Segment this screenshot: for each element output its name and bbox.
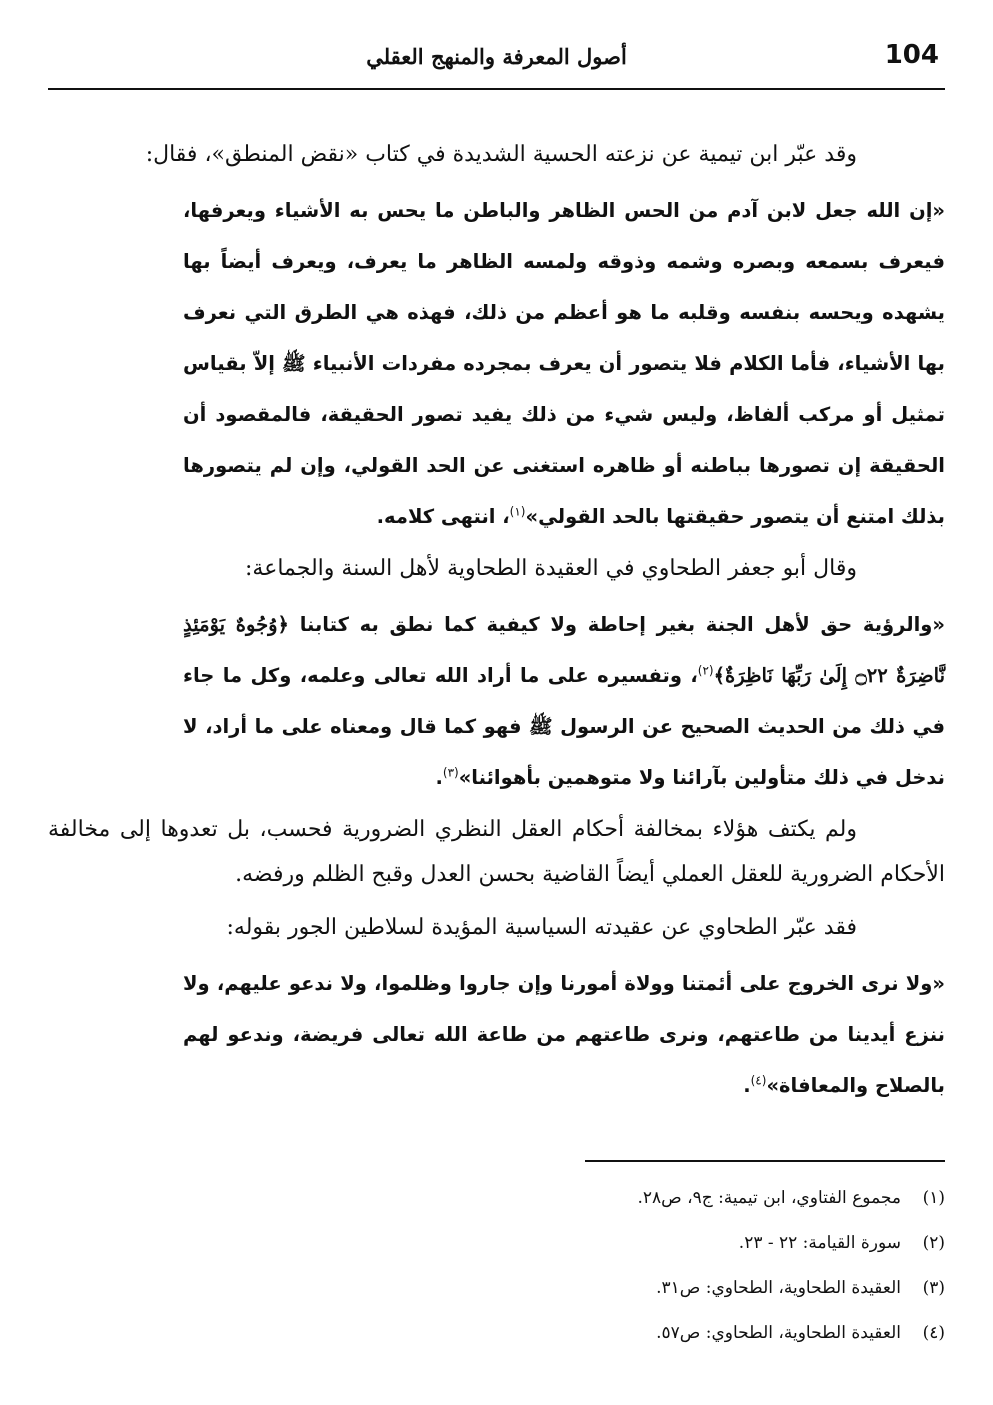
quote-text: «ولا نرى الخروج على أئمتنا وولاة أمورنا وإن جاروا وظلموا، ولا ندعو عليهم، ولا ننزع أيدينا من طاعتهم، ونرى طاعتهم من طاعة الله تعالى فريضة، وندعو لهم بالصلاح والمعافاة» [183, 972, 945, 1097]
footnote-3 [48, 1266, 945, 1311]
footnote-ref-3: (٣) [442, 765, 459, 780]
running-title: أصول المعرفة والمنهج العقلي [366, 44, 627, 69]
page-number: 104 [884, 40, 939, 70]
footnote-text: سورة القيامة: ٢٢ - ٢٣. [738, 1233, 901, 1253]
paragraph-practical-reason: ولم يكتف هؤلاء بمخالفة أحكام العقل النظري الضرورية فحسب، بل تعدوها إلى مخالفة الأحكام الضرورية للعقل العملي أيضاً القاضية بحسن العدل وقبح الظلم ورفضه. [48, 817, 945, 887]
quote-text-part-b: ، وتفسيره على ما أراد الله تعالى وعلمه، وكل ما جاء في ذلك من الحديث الصحيح عن الرسول ﷺ فهو كما قال ومعناه على ما أراد، لا ندخل في ذلك متأولين بآرائنا ولا متوهمين بأهوائنا» [183, 664, 945, 789]
quran-verse: ﴿وُجُوهٌ يَوْمَئِذٍ نَّاضِرَةٌ ۝٢٢ إِلَىٰ رَبِّهَا نَاظِرَةٌ﴾ [183, 613, 945, 687]
footnote-ref-1: (١) [509, 504, 526, 519]
footnote-divider [585, 1160, 945, 1162]
paragraph-ibn-taymiyya-intro: وقد عبّر ابن تيمية عن نزعته الحسية الشديدة في كتاب «نقض المنطق»، فقال: [145, 142, 857, 167]
paragraph-tahawi-politics-intro: فقد عبّر الطحاوي عن عقيدته السياسية المؤيدة لسلاطين الجور بقوله: [226, 915, 857, 940]
footnote-text: العقيدة الطحاوية، الطحاوي: ص٣١. [656, 1278, 901, 1298]
quote-rulers [48, 958, 945, 1111]
quote-ruya [48, 599, 945, 803]
quote-trailing-text: ، انتهى كلامه. [376, 505, 510, 528]
footnote-ref-2: (٢) [697, 663, 714, 678]
quote-end-mark: . [435, 766, 443, 789]
quote-text-part-a: «والرؤية حق لأهل الجنة بغير إحاطة ولا كيفية كما نطق به كتابنا [299, 613, 945, 636]
footnote-4 [48, 1311, 945, 1356]
footnote-number: (٣) [922, 1278, 945, 1298]
footnote-2 [48, 1221, 945, 1266]
page-header [48, 30, 945, 90]
quote-naqd-al-mantiq [48, 185, 945, 542]
footnote-text: مجموع الفتاوي، ابن تيمية: ج٩، ص٢٨. [637, 1188, 901, 1208]
footnote-ref-4: (٤) [750, 1073, 767, 1088]
footnotes [48, 1160, 945, 1356]
main-text [48, 132, 945, 1115]
footnote-text: العقيدة الطحاوية، الطحاوي: ص٥٧. [656, 1323, 901, 1343]
paragraph-tahawi-intro: وقال أبو جعفر الطحاوي في العقيدة الطحاوية لأهل السنة والجماعة: [245, 556, 857, 581]
quote-text: «إن الله جعل لابن آدم من الحس الظاهر والباطن ما يحس به الأشياء ويعرفها، فيعرف بسمعه وبصره وشمه وذوقه ولمسه الظاهر ما يعرف، ويعرف أيضاً بها يشهده ويحسه بنفسه وقلبه ما هو أعظم من ذلك، فهذه هي الطرق التي نعرف بها الأشياء، فأما الكلام فلا يتصور أن يعرف بمجرده مفردات الأنبياء ﷺ إلاّ بقياس تمثيل أو مركب ألفاظ، وليس شيء من ذلك يفيد تصور الحقيقة، فالمقصود أن الحقيقة إن تصورها بباطنه أو ظاهره استغنى عن الحد القولي، وإن لم يتصورها بذلك امتنع أن يتصور حقيقتها بالحد القولي» [183, 199, 945, 528]
footnote-number: (١) [922, 1188, 945, 1208]
footnote-number: (٤) [922, 1323, 945, 1343]
footnote-1 [48, 1176, 945, 1221]
footnote-number: (٢) [922, 1233, 945, 1253]
quote-end-mark: . [743, 1074, 751, 1097]
